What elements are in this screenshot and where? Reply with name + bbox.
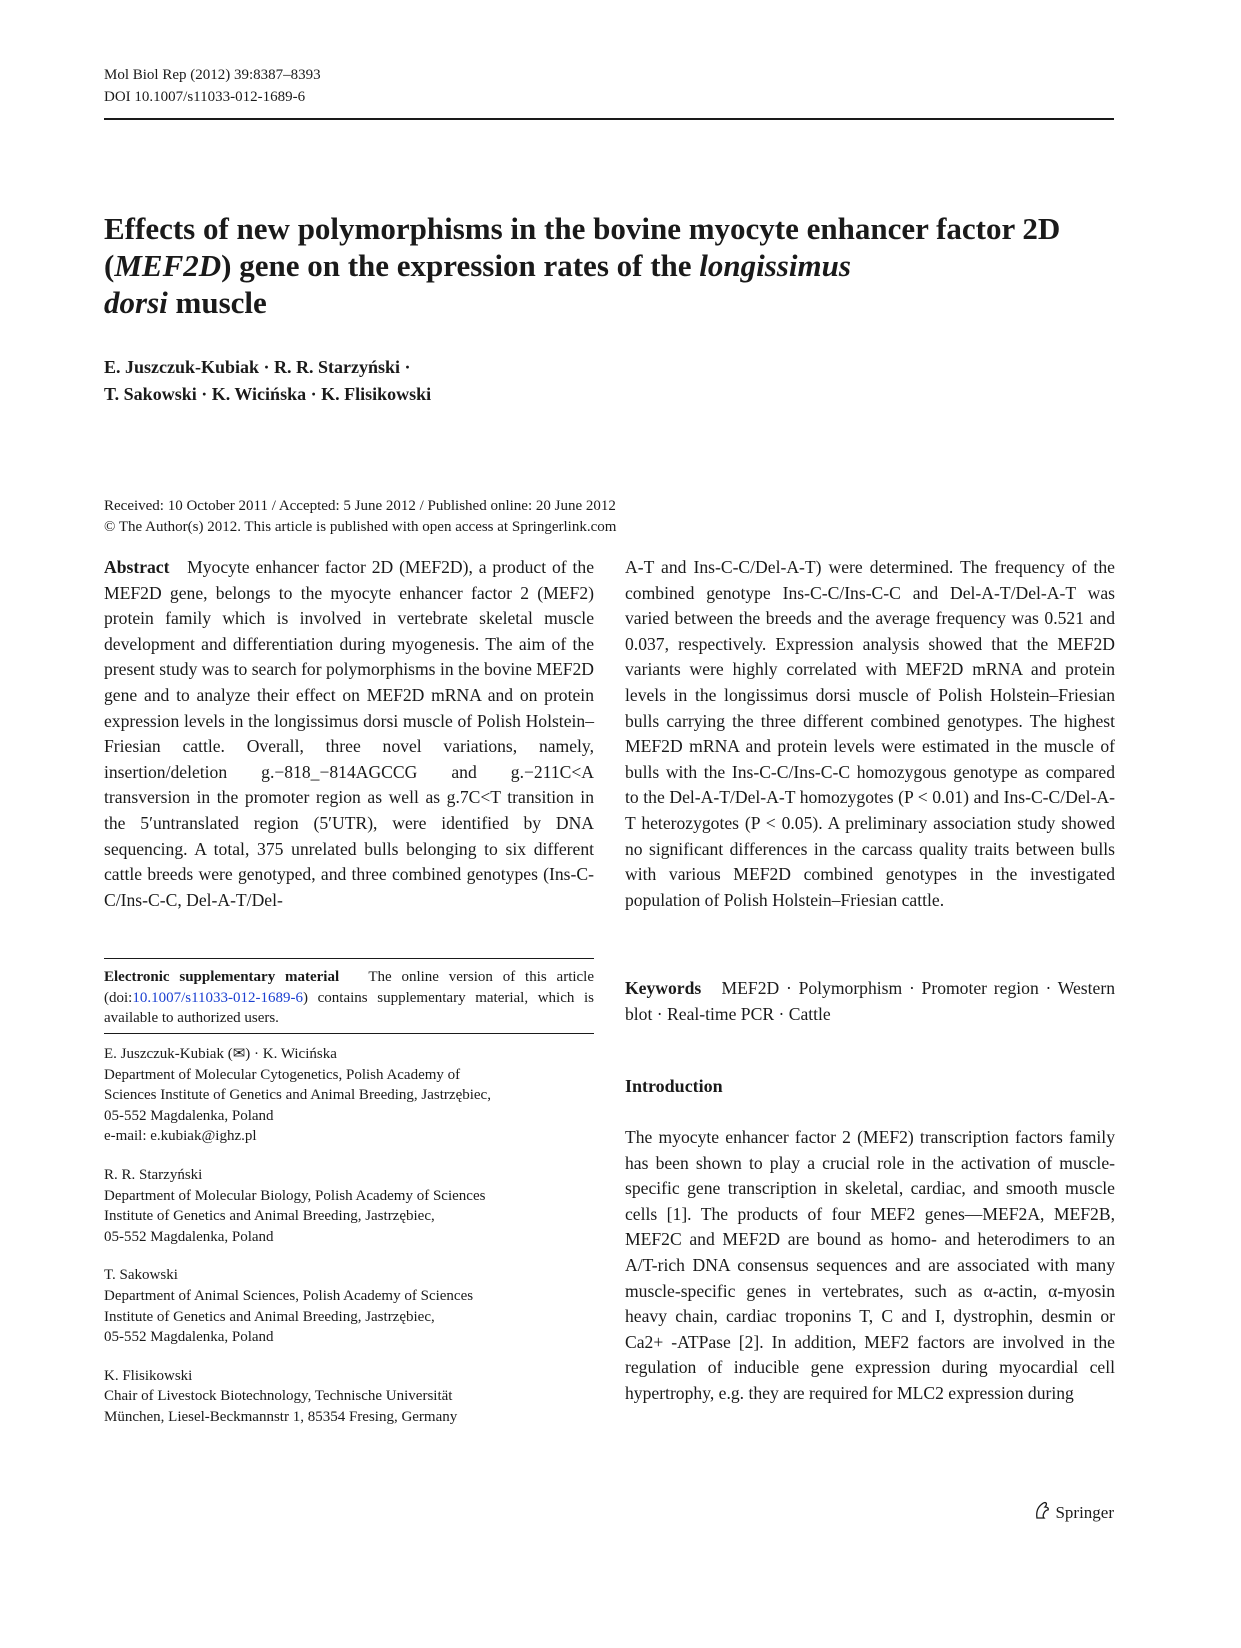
esm-label: Electronic supplementary material (104, 969, 340, 985)
abstract-label: Abstract (104, 557, 170, 577)
abstract-text-left: Myocyte enhancer factor 2D (MEF2D), a product of the MEF2D gene, belongs to the myocyte enhancer factor 2 (MEF2) protein family which is involved in vertebrate skeletal muscle development and differentiation during myogenesis. The aim of the present study was to search for polymorphisms in the bovine MEF2D gene and to analyze their effect on MEF2D mRNA and on protein expression levels in the longissimus dorsi muscle of Polish Holstein–Friesian cattle. Overall, three novel variations, namely, insertion/deletion g.−818_−814AGCCG and g.−211C<A transversion in the promoter region as well as g.7C<T transition in the 5′untranslated region (5′UTR), were identified by DNA sequencing. A total, 375 unrelated bulls belonging to six different cattle breeds were genotyped, and three combined genotypes (Ins-C-C/Ins-C-C, Del-A-T/Del- (104, 557, 595, 910)
affiliation-line: 05-552 Magdalenka, Poland (104, 1107, 274, 1124)
affiliation-block (104, 1165, 594, 1247)
keywords (625, 976, 1115, 1027)
introduction-body (625, 1125, 1115, 1407)
esm-text-1: The online version of this article (doi: (104, 969, 595, 1006)
affiliation-line: Institute of Genetics and Animal Breeding, Jastrzębiec, (104, 1308, 435, 1325)
author-list (104, 354, 431, 408)
affiliation-line: Sciences Institute of Genetics and Animal Breeding, Jastrzębiec, (104, 1087, 491, 1104)
copyright-line: © The Author(s) 2012. This article is published with open access at Springerlink.com (104, 519, 617, 535)
affiliation-line: 05-552 Magdalenka, Poland (104, 1329, 274, 1346)
publisher-logo (1033, 1500, 1114, 1525)
esm-doi-link[interactable]: 10.1007/s11033-012-1689-6 (132, 989, 304, 1006)
affiliation-line: Department of Molecular Cytogenetics, Polish Academy of (104, 1066, 461, 1083)
esm-rule (104, 958, 594, 959)
affiliation-line: Chair of Livestock Biotechnology, Technische Universität (104, 1388, 453, 1405)
authors-line-2: T. Sakowski · K. Wicińska · K. Flisikowski (104, 384, 432, 404)
springer-wordmark: Springer (1055, 1502, 1114, 1522)
affiliation-block (104, 1265, 594, 1347)
esm-note (104, 967, 594, 1029)
affiliations (104, 1044, 594, 1446)
introduction-heading: Introduction (625, 1076, 723, 1096)
title-italic-2: dorsi (104, 285, 168, 320)
affiliation-block (104, 1366, 594, 1428)
title-italic-1: longissimus (699, 248, 851, 283)
journal-citation: Mol Biol Rep (2012) 39:8387–8393 (104, 67, 321, 83)
introduction-text: The myocyte enhancer factor 2 (MEF2) transcription factors family has been shown to play a crucial role in the activation of muscle-specific gene transcription in skeletal, cardiac, and smooth muscle cells [1]. The products of four MEF2 genes—MEF2A, MEF2B, MEF2C and MEF2D are bound as homo- and heterodimers to an A/T-rich DNA consensus sequences and are associated with many muscle-specific genes in vertebrates, such as α-actin, α-myosin heavy chain, cardiac troponins T, C and I, dystrophin, desmin or Ca2+ -ATPase [2]. In addition, MEF2 factors are involved in the regulation of inducible gene expression during myocardial cell hypertrophy, e.g. they are required for MLC2 expression during (625, 1127, 1115, 1403)
authors-line-1: E. Juszczuk-Kubiak · R. R. Starzyński · (104, 357, 411, 377)
affiliation-line: Department of Animal Sciences, Polish Academy of Sciences (104, 1287, 474, 1304)
abstract-right (625, 555, 1115, 913)
title-gene: MEF2D (114, 248, 222, 283)
affiliation-line: Department of Molecular Biology, Polish Academy of Sciences (104, 1187, 486, 1204)
abstract-text-right: A-T and Ins-C-C/Del-A-T) were determined. The frequency of the combined genotype Ins-C-C/Ins-C-C and Del-A-T/Del-A-T was varied between the breeds and the average frequency was 0.521 and 0.037, respectively. Expression analysis showed that the MEF2D variants were highly correlated with MEF2D mRNA and protein levels in the longissimus dorsi muscle of Polish Holstein–Friesian bulls carrying the three different combined genotypes. The highest MEF2D mRNA and protein levels were estimated in the muscle of bulls with the Ins-C-C/Ins-C-C homozygous genotype as compared to the Del-A-T/Del-A-T homozygotes (P < 0.01) and Ins-C-C/Del-A-T heterozygotes (P < 0.05). A preliminary association study showed no significant differences in the carcass quality traits between bulls with various MEF2D combined genotypes in the investigated population of Polish Holstein–Friesian cattle. (625, 557, 1115, 910)
keywords-label: Keywords (625, 978, 702, 998)
journal-header (104, 64, 321, 108)
affiliation-block (104, 1044, 594, 1147)
springer-horse-icon (1033, 1500, 1051, 1525)
title-text-1: Effects of new polymorphisms in the bovine myocyte enhancer factor 2D ( (104, 211, 1061, 283)
affiliation-names: E. Juszczuk-Kubiak (✉) · K. Wicińska (104, 1046, 337, 1062)
abstract-left (104, 555, 594, 913)
title-text-2: ) gene on the expression rates of the (221, 248, 700, 283)
header-rule (104, 118, 1114, 120)
keywords-list: MEF2D · Polymorphism · Promoter region · Western blot · Real-time PCR · Cattle (625, 978, 1115, 1024)
dates-line: Received: 10 October 2011 / Accepted: 5 June 2012 / Published online: 20 June 2012 (104, 498, 616, 514)
affiliation-names: R. R. Starzyński (104, 1166, 203, 1183)
title-text-3: muscle (167, 285, 267, 320)
article-doi: DOI 10.1007/s11033-012-1689-6 (104, 89, 306, 105)
affiliation-names: T. Sakowski (104, 1267, 178, 1284)
affiliation-names: K. Flisikowski (104, 1367, 193, 1384)
affiliation-line: München, Liesel-Beckmannstr 1, 85354 Fresing, Germany (104, 1408, 458, 1425)
affiliation-line: 05-552 Magdalenka, Poland (104, 1228, 274, 1245)
affiliation-line: Institute of Genetics and Animal Breeding, Jastrzębiec, (104, 1208, 435, 1225)
esm-text-2: ) contains supplementary material, which is available to authorized users. (104, 989, 594, 1027)
article-title (104, 210, 1114, 321)
affiliation-email[interactable]: e-mail: e.kubiak@ighz.pl (104, 1128, 257, 1145)
affiliation-rule (104, 1033, 594, 1034)
publication-dates (104, 496, 616, 538)
